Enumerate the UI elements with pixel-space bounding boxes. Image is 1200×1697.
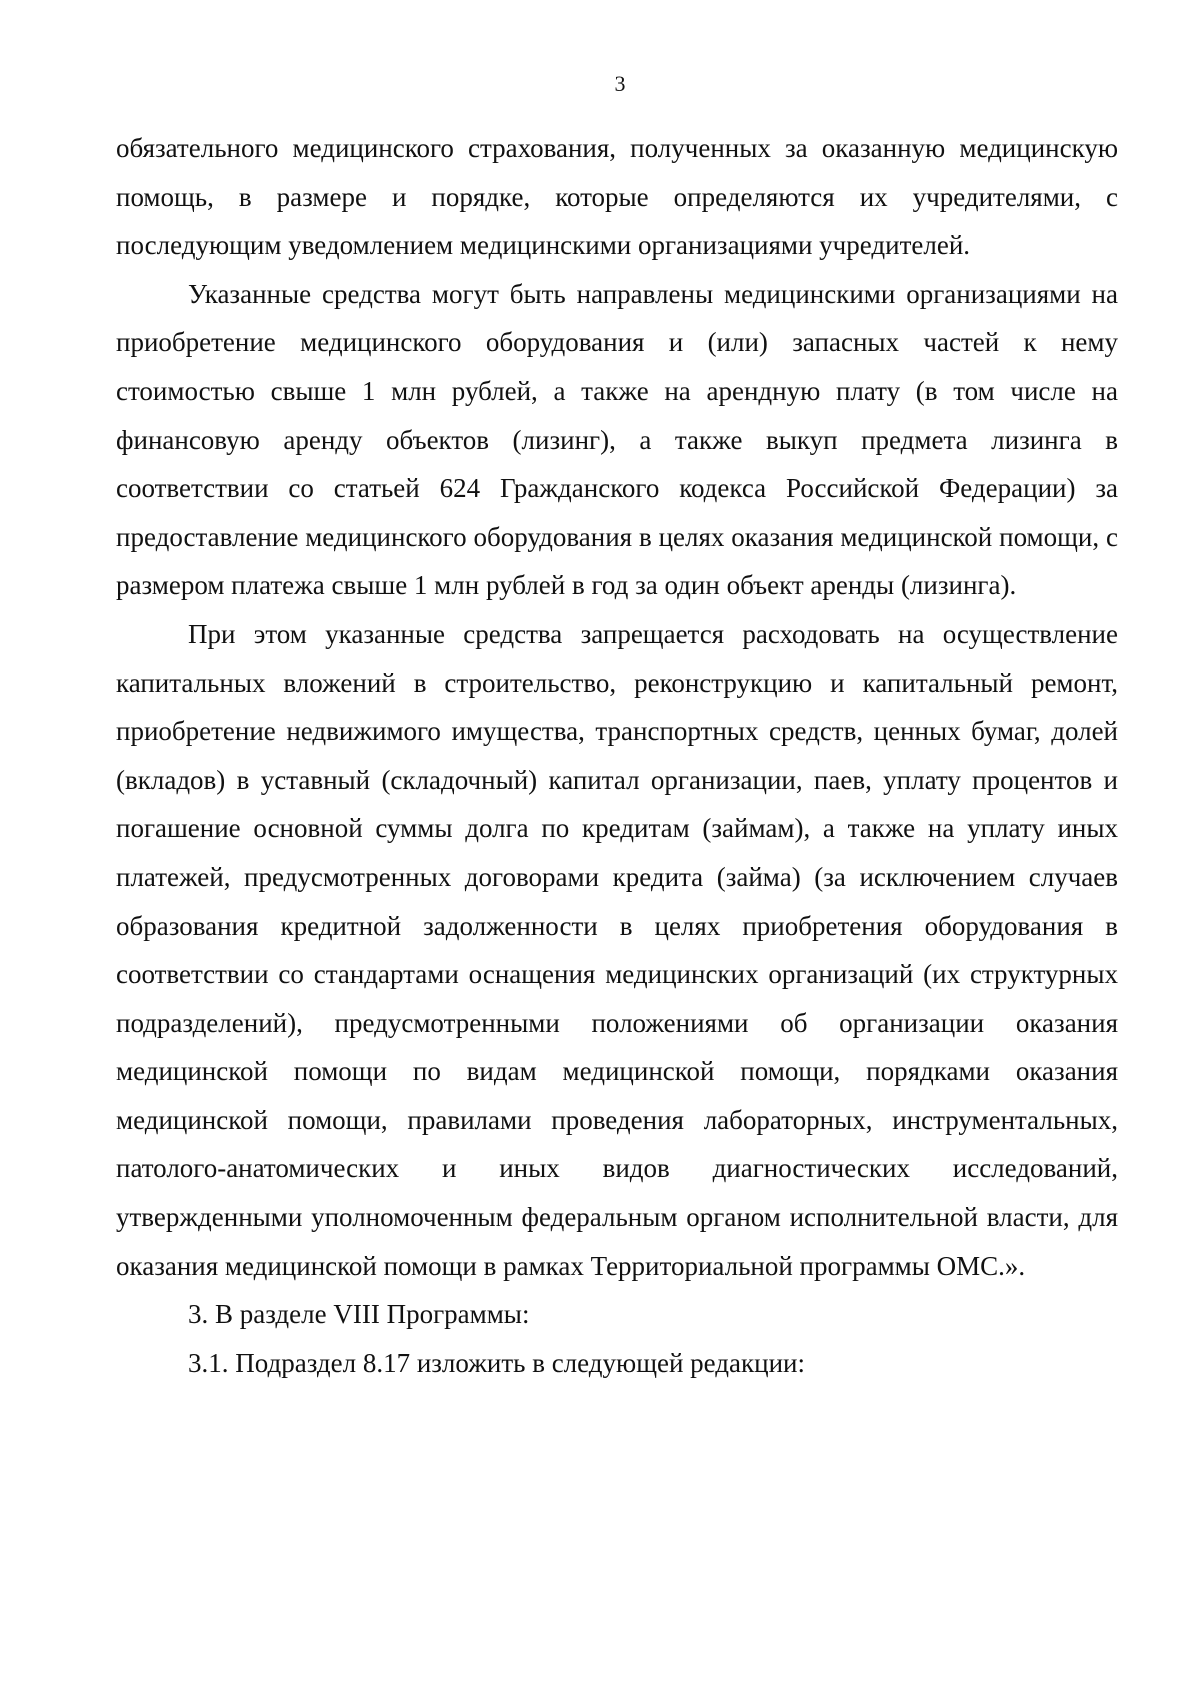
paragraph: обязательного медицинского страхования, полученных за оказанную медицинскую помощь, в размере и порядке, которые определяются их учредителями, с последующим уведомлением медицинскими организациями учредителей. <box>116 133 1118 261</box>
subsection-item: 3.1. Подраздел 8.17 изложить в следующей редакции: <box>188 1347 805 1378</box>
section-heading-item: 3. В разделе VIII Программы: <box>188 1299 530 1330</box>
paragraph: Указанные средства могут быть направлены медицинскими организациями на приобретение медицинского оборудования и (или) запасных частей к нему стоимостью свыше 1 млн рублей, а также на арендную плату (в том числе на финансовую аренду объектов (лизинг), а также выкуп предмета лизинга в соответствии со статьей 624 Гражданского кодекса Российской Федерации) за предоставление медицинского оборудования в целях оказания медицинской помощи, с размером платежа свыше 1 млн рублей в год за один объект аренды (лизинга). <box>116 278 1118 601</box>
paragraph: При этом указанные средства запрещается расходовать на осуществление капитальных вложений в строительство, реконструкцию и капитальный ремонт, приобретение недвижимого имущества, транспортных средств, ценных бумаг, долей (вкладов) в уставный (складочный) капитал организации, паев, уплату процентов и погашение основной суммы долга по кредитам (займам), а также на уплату иных платежей, предусмотренных договорами кредита (займа) (за исключением случаев образования кредитной задолженности в целях приобретения оборудования в соответствии со стандартами оснащения медицинских организаций (их структурных подразделений), предусмотренными положениями об организации оказания медицинской помощи по видам медицинской помощи, порядками оказания медицинской помощи, правилами проведения лабораторных, инструментальных, патолого-анатомических и иных видов диагностических исследований, утвержденными уполномоченным федеральным органом исполнительной власти, для оказания медицинской помощи в рамках Территориальной программы ОМС.». <box>116 618 1118 1281</box>
page-number: 3 <box>614 71 626 96</box>
document-body <box>116 124 1118 1387</box>
